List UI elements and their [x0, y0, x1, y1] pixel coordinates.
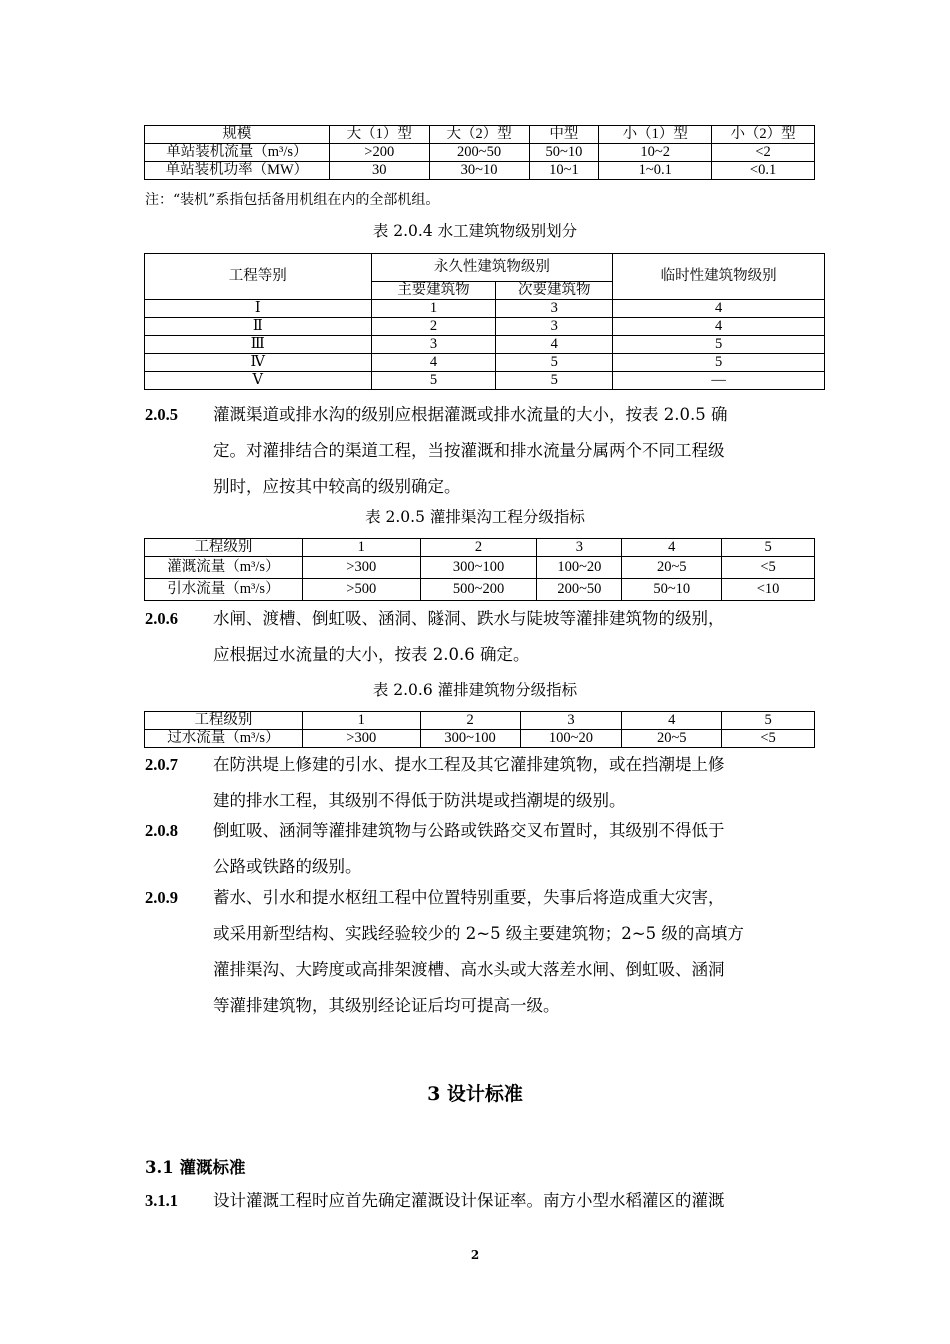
table-cell: Ⅰ — [145, 300, 372, 318]
clause-line: 应根据过水流量的大小，按表 2.0.6 确定。 — [213, 645, 530, 664]
table-row — [145, 557, 815, 579]
table-cell: Ⅱ — [145, 318, 372, 336]
table-row — [145, 162, 815, 180]
table-cell: 3 — [371, 336, 496, 354]
table-caption: 表 2.0.6 灌排建筑物分级指标 — [372, 681, 578, 699]
table-cell: 过水流量（m³/s） — [145, 730, 303, 748]
table-cell: <2 — [712, 144, 815, 162]
scale-header-cell: 大（2）型 — [429, 126, 529, 144]
clause-number: 2.0.8 — [145, 821, 178, 840]
table-cell: 引水流量（m³/s） — [145, 579, 303, 601]
clause-line: 设计灌溉工程时应首先确定灌溉设计保证率。南方小型水稻灌区的灌溉 — [213, 1191, 725, 1210]
clause-line: 或采用新型结构、实践经验较少的 2~5 级主要建筑物；2~5 级的高填方 — [213, 924, 744, 943]
table-2-0-5 — [144, 538, 815, 601]
table-cell: 200~50 — [429, 144, 529, 162]
table-note: 注：“装机”系指包括备用机组在内的全部机组。 — [145, 192, 440, 208]
table-cell: <0.1 — [712, 162, 815, 180]
table-cell: 100~20 — [537, 557, 622, 579]
table-2-0-4 — [144, 253, 825, 390]
table-cell: 灌溉流量（m³/s） — [145, 557, 303, 579]
table-cell: 2 — [371, 318, 496, 336]
table-cell: 4 — [371, 354, 496, 372]
table-cell: 30~10 — [429, 162, 529, 180]
scale-header-cell: 中型 — [529, 126, 599, 144]
table-cell: 4 — [613, 318, 825, 336]
header-cell: 工程级别 — [145, 539, 303, 557]
header-cell: 1 — [302, 712, 420, 730]
table-cell: 5 — [496, 372, 613, 390]
table-cell: <10 — [722, 579, 815, 601]
clause-line: 灌排渠沟、大跨度或高排架渡槽、高水头或大落差水闸、倒虹吸、涵洞 — [213, 960, 725, 979]
clause-line: 蓄水、引水和提水枢纽工程中位置特别重要，失事后将造成重大灾害， — [213, 888, 725, 907]
table-caption: 表 2.0.5 灌排渠沟工程分级指标 — [365, 508, 585, 526]
table-cell: 单站装机功率（MW） — [145, 162, 330, 180]
clause-2-0-5 — [145, 397, 815, 507]
table-row — [145, 336, 825, 354]
table-2-0-6 — [144, 711, 815, 748]
table-cell: — — [613, 372, 825, 390]
table-cell: >200 — [329, 144, 429, 162]
scale-table — [144, 125, 815, 180]
clause-line: 公路或铁路的级别。 — [213, 857, 362, 876]
clause-line: 灌溉渠道或排水沟的级别应根据灌溉或排水流量的大小，按表 2.0.5 确 — [213, 405, 728, 424]
table-cell: 100~20 — [520, 730, 622, 748]
header-cell: 4 — [622, 539, 722, 557]
table-cell: Ⅳ — [145, 354, 372, 372]
clause-number: 2.0.6 — [145, 609, 178, 628]
table-cell: 3 — [496, 300, 613, 318]
table-cell: 5 — [496, 354, 613, 372]
clause-line: 别时，应按其中较高的级别确定。 — [213, 477, 461, 496]
table-cell: 50~10 — [529, 144, 599, 162]
table-row — [145, 579, 815, 601]
table-cell: Ⅲ — [145, 336, 372, 354]
table-row — [145, 372, 825, 390]
table-cell: 4 — [613, 300, 825, 318]
header-cell: 5 — [722, 712, 815, 730]
scale-header-cell: 大（1）型 — [329, 126, 429, 144]
table-row — [145, 300, 825, 318]
clause-3-1-1 — [145, 1183, 815, 1219]
clause-line: 在防洪堤上修建的引水、提水工程及其它灌排建筑物，或在挡潮堤上修 — [213, 755, 725, 774]
table-cell: 单站装机流量（m³/s） — [145, 144, 330, 162]
table-cell: >300 — [302, 730, 420, 748]
clause-line: 倒虹吸、涵洞等灌排建筑物与公路或铁路交叉布置时，其级别不得低于 — [213, 821, 725, 840]
section-heading: 3.1 灌溉标准 — [145, 1158, 246, 1177]
clause-2-0-8 — [145, 813, 815, 885]
table-cell: 10~1 — [529, 162, 599, 180]
clause-2-0-9 — [145, 880, 815, 1024]
header-cell: 工程级别 — [145, 712, 303, 730]
header-cell: 次要建筑物 — [496, 282, 613, 300]
table-cell: >300 — [302, 557, 420, 579]
header-cell: 1 — [302, 539, 420, 557]
clause-line: 水闸、渡槽、倒虹吸、涵洞、隧洞、跌水与陡坡等灌排建筑物的级别， — [213, 609, 725, 628]
header-cell: 2 — [420, 712, 520, 730]
clause-line: 等灌排建筑物，其级别经论证后均可提高一级。 — [213, 996, 560, 1015]
page-number: 2 — [470, 1248, 480, 1262]
clause-number: 2.0.9 — [145, 888, 178, 907]
table-cell: 1 — [371, 300, 496, 318]
table-cell: 4 — [496, 336, 613, 354]
table-row — [145, 144, 815, 162]
table-cell: 300~100 — [420, 730, 520, 748]
clause-number: 3.1.1 — [145, 1191, 178, 1210]
table-cell: 5 — [371, 372, 496, 390]
header-cell: 3 — [537, 539, 622, 557]
table-cell: 200~50 — [537, 579, 622, 601]
table-cell: Ⅴ — [145, 372, 372, 390]
table-cell: <5 — [722, 557, 815, 579]
table-cell: 10~2 — [599, 144, 712, 162]
table-cell: 500~200 — [420, 579, 537, 601]
scale-header-cell: 小（2）型 — [712, 126, 815, 144]
clause-2-0-6 — [145, 601, 815, 673]
table-cell: 30 — [329, 162, 429, 180]
header-cell: 5 — [722, 539, 815, 557]
table-cell: 50~10 — [622, 579, 722, 601]
header-cell: 永久性建筑物级别 — [371, 254, 613, 282]
scale-header-cell: 规模 — [145, 126, 330, 144]
header-cell: 2 — [420, 539, 537, 557]
header-cell: 主要建筑物 — [371, 282, 496, 300]
table-caption: 表 2.0.4 水工建筑物级别划分 — [372, 222, 578, 240]
header-cell: 4 — [622, 712, 722, 730]
scale-header-cell: 小（1）型 — [599, 126, 712, 144]
table-cell: 1~0.1 — [599, 162, 712, 180]
clause-line: 建的排水工程，其级别不得低于防洪堤或挡潮堤的级别。 — [213, 791, 626, 810]
table-cell: 300~100 — [420, 557, 537, 579]
table-cell: 5 — [613, 336, 825, 354]
clause-number: 2.0.5 — [145, 405, 178, 424]
table-cell: 3 — [496, 318, 613, 336]
table-row — [145, 354, 825, 372]
table-cell: >500 — [302, 579, 420, 601]
table-cell: <5 — [722, 730, 815, 748]
header-cell: 临时性建筑物级别 — [613, 254, 825, 300]
header-cell: 3 — [520, 712, 622, 730]
header-cell: 工程等别 — [145, 254, 372, 300]
table-row — [145, 730, 815, 748]
table-cell: 20~5 — [622, 557, 722, 579]
clause-line: 定。对灌排结合的渠道工程，当按灌溉和排水流量分属两个不同工程级 — [213, 441, 725, 460]
clause-number: 2.0.7 — [145, 755, 178, 774]
table-row — [145, 318, 825, 336]
table-cell: 5 — [613, 354, 825, 372]
chapter-heading: 3 设计标准 — [427, 1083, 523, 1105]
clause-2-0-7 — [145, 747, 815, 819]
table-cell: 20~5 — [622, 730, 722, 748]
